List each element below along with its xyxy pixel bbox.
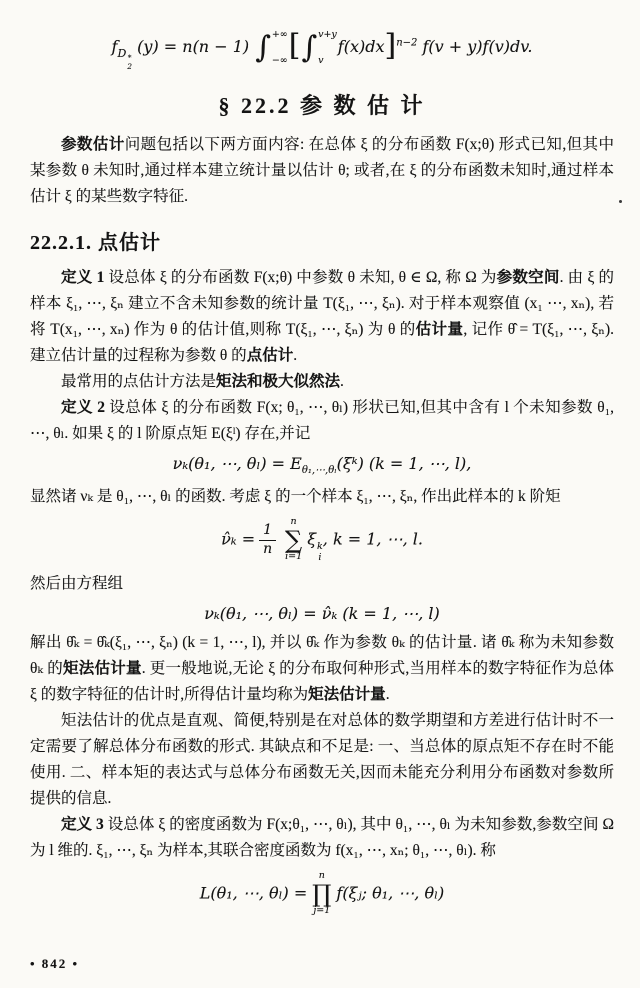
inner-integral-lower: v [318, 55, 324, 66]
definition-3-paragraph [30, 812, 614, 864]
range-density-formula [30, 28, 614, 71]
definition-2-text: 设总体 ξ 的分布函数 F(x; θ₁, ⋯, θₗ) 形状已知,但其中含有 l 个未知参数 θ₁, ⋯, θₗ. 如果 ξ 的 l 阶原点矩 E(ξˡ) 存在,并记 [30, 399, 614, 443]
xi-superscript: k [317, 540, 323, 552]
equation-system-formula: νₖ(θ₁, ⋯, θₗ) = ν̂ₖ (k = 1, ⋯, l) [204, 603, 440, 623]
definition-3-text: 设总体 ξ 的密度函数为 F(x;θ₁, ⋯, θₗ), 其中 θ₁, ⋯, θₗ 为未知参数,参数空间 Ω 为 l 维的. ξ₁, ⋯, ξₙ 为样本,其联合密度函数为 f(x₁, ⋯, xₙ; θ₁, ⋯, θₗ). 称 [30, 815, 614, 859]
formula-lhs-sub-base: D [117, 47, 127, 60]
methods-line [30, 369, 614, 395]
definition-1-text-b: . 由 ξ 的样本 ξ₁, ⋯, ξₙ 建立不含未知参数的统计量 T(ξ₁, ⋯, ξₙ). 对于样本观察值 (x₁ ⋯, xₙ), 若将 T(x₁, ⋯, xₙ) 作为 θ 的估计值,则称 T(ξ₁, ⋯, ξₙ) 为 θ 的 [30, 269, 614, 339]
definition-1-bold-estimator: 估计量 [415, 321, 464, 339]
one-over-n-fraction [259, 523, 276, 557]
bracket-exponent: n−2 [396, 37, 418, 49]
sample-moment-formula [30, 517, 614, 563]
inner-integral-upper: v+y [318, 28, 337, 40]
outer-integral [255, 30, 288, 66]
inner-integral-limits [318, 30, 337, 66]
integral-sign: ∫ [301, 29, 318, 65]
equation-system-lead: 然后由方程组 [30, 574, 124, 592]
sum-lower-limit: i=1 [285, 551, 303, 563]
definition-1-text-d: . [293, 347, 298, 365]
fraction-numerator: 1 [259, 523, 276, 540]
definition-1-bold-point-estimation: 点估计 [246, 347, 294, 365]
solve-bold-moment-estimator-2: 矩法估计量 [308, 685, 386, 703]
intro-body-text: 问题包括以下两方面内容: 在总体 ξ 的分布函数 F(x;θ) 形式已知,但其中某参数 θ 未知时,通过样本建立统计量以估计 θ; 或者,在 ξ 的分布函数未知时,通过样本估计 ξ 的某些数字特征. [30, 136, 614, 206]
product-operator [312, 871, 331, 917]
definition-3-label: 定义 3 [61, 815, 104, 833]
fraction-denominator: n [263, 540, 273, 557]
sigma-glyph: ∑ [285, 526, 303, 555]
definition-1-label: 定义 1 [61, 269, 105, 287]
integral-sign: ∫ [255, 29, 271, 65]
intro-lead-bold: 参数估计 [61, 136, 125, 154]
integrand: f(x)dx [337, 37, 385, 56]
definition-2-label: 定义 2 [61, 399, 105, 417]
page-number: • 842 • [30, 956, 80, 971]
summation-operator [285, 517, 302, 563]
left-bracket: [ [288, 28, 301, 63]
scan-artifact-dot [619, 200, 622, 203]
methods-text-a: 最常用的点估计方法是 [61, 373, 217, 391]
nu-formula-lhs: νₖ(θ₁, ⋯, θₗ) = E [172, 454, 302, 474]
solve-bold-moment-estimator: 矩法估计量 [62, 659, 142, 677]
solve-text-a: 解出 θ̂ₖ = θ̂ₖ(ξ₁, ⋯, ξₙ) (k = 1, ⋯, l), 并以 θ̂ₖ 作为参数 θₖ 的估计量. 诸 θ̂ₖ 称为未知参数 θₖ 的 [30, 633, 614, 677]
formula-lhs-substack [127, 54, 132, 71]
definition-1-text-a: 设总体 ξ 的分布函数 F(x;θ) 中参数 θ 未知, θ ∈ Ω, 称 Ω 为 [104, 269, 497, 287]
moment-formula-lhs: ν̂ₖ = [221, 529, 256, 549]
right-bracket: ] [384, 28, 397, 63]
likelihood-lhs: L(θ₁, ⋯, θₗ) = [199, 883, 308, 903]
outer-integral-upper: +∞ [271, 28, 288, 40]
solve-text-e: . [385, 685, 390, 703]
formula-lhs-sub-sub: 2 [127, 61, 133, 71]
outer-integral-limits [272, 30, 288, 66]
nu-formula-tail: (ξᵏ) (k = 1, ⋯, l), [336, 454, 472, 474]
formula-lhs-f: f [111, 37, 118, 56]
definition-2-paragraph [30, 395, 614, 447]
formula-mid: (y) = n(n − 1) [137, 37, 250, 56]
likelihood-tail: f(ξⱼ; θ₁, ⋯, θₗ) [336, 883, 445, 903]
section-title: § 22.2 参 数 估 计 [218, 93, 426, 119]
pi-glyph: ∏ [312, 879, 332, 908]
formula-lhs-sub-sup: * [127, 53, 132, 62]
xi-base: ξ [307, 529, 316, 549]
solve-text-c: . 更一般地说,无论 ξ 的分布取何种形式,当用样本的数字特征作为总体 ξ 的数字特征的估计时,所得估计量均称为 [30, 659, 614, 703]
sum-upper-limit: n [290, 516, 297, 528]
pros-cons-paragraph: 矩法估计的优点是直观、简便,特别是在对总体的数学期望和方差进行估计时不一定需要了解总体分布函数的形式. 其缺点和不足是: 一、当总体的原点矩不存在时不能使用. 二、样本矩的表达式与总体分布函数无关,因而未能充分利用分布函数对参数所提供的信息. [30, 711, 614, 807]
methods-bold-moment-mle: 矩法和极大似然法 [216, 373, 341, 391]
product-lower-limit: j=1 [313, 904, 331, 916]
definition-1-text-c: , 记作 θ̂ = T(ξ₁, ⋯, ξₙ). 建立估计量的过程称为参数 θ 的 [30, 321, 614, 365]
inner-integral [301, 30, 336, 66]
expectation-subscript: θ₁,⋯,θₗ [301, 465, 337, 477]
moment-function-formula [30, 454, 614, 477]
methods-text-c: . [340, 373, 344, 391]
subsection-title: 22.2.1. 点估计 [30, 232, 161, 255]
definition-1-paragraph [30, 265, 614, 369]
solve-paragraph [30, 630, 614, 708]
outer-integral-lower: −∞ [271, 55, 288, 66]
formula-lhs-subscript [117, 47, 133, 71]
definition-1-bold-parameter-space: 参数空间 [496, 269, 560, 287]
sample-moment-paragraph: 显然诸 νₖ 是 θ₁, ⋯, θₗ 的函数. 考虑 ξ 的一个样本 ξ₁, ⋯, ξₙ, 作出此样本的 k 阶矩 [30, 488, 561, 506]
moment-formula-tail: , k = 1, ⋯, l. [322, 529, 423, 549]
product-upper-limit: n [318, 869, 325, 881]
intro-paragraph [30, 132, 614, 210]
likelihood-formula [30, 871, 614, 917]
formula-tail: f(v + y)f(v)dv. [422, 37, 533, 56]
xi-subscript: i [318, 551, 322, 563]
